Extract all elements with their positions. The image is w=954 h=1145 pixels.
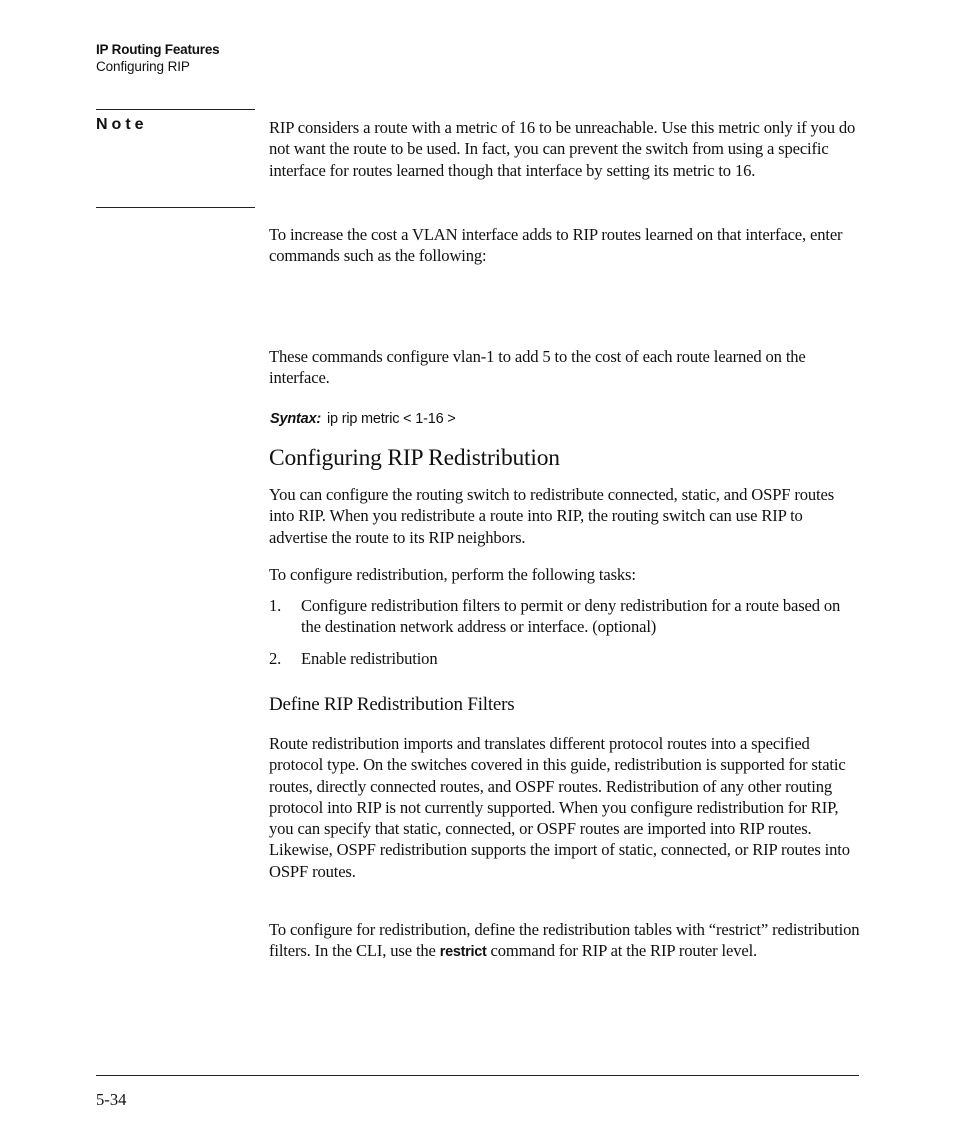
- list-item-number: 2.: [269, 649, 282, 668]
- list-item: [269, 648, 861, 669]
- filters-paragraph-2: [269, 919, 861, 964]
- paragraph-increase-cost-block: [269, 224, 861, 267]
- tasks-intro-paragraph: To configure redistribution, perform the following tasks:: [269, 565, 636, 584]
- filters-paragraph-2-after: command for RIP at the RIP router level.: [486, 941, 758, 961]
- note-text-block: [269, 117, 861, 181]
- paragraph-commands-effect-block: [269, 346, 861, 389]
- note-text: RIP considers a route with a metric of 16 to be unreachable. Use this metric only if you do not want the route to be used. In fact, you can prevent the switch from using a specific interface for routes learned though that interface by setting its metric to 16.: [269, 118, 856, 180]
- running-header: [96, 41, 219, 75]
- paragraph-commands-effect: These commands configure vlan-1 to add 5 to the cost of each route learned on the interface.: [269, 347, 806, 388]
- tasks-intro-block: [269, 564, 861, 585]
- note-top-rule: [96, 109, 255, 110]
- subsection-heading-filters: Define RIP Redistribution Filters: [269, 694, 515, 715]
- filters-paragraph-2-block: [269, 919, 861, 964]
- header-subsection-title: Configuring RIP: [96, 59, 190, 74]
- section-intro-block: [269, 484, 861, 548]
- note-label: Note: [96, 116, 148, 133]
- restrict-command-keyword: restrict: [439, 944, 487, 961]
- list-item: [269, 595, 861, 638]
- syntax-label: Syntax:: [270, 411, 321, 427]
- list-item-text: Enable redistribution: [301, 649, 438, 668]
- page-number: 5-34: [96, 1090, 127, 1109]
- paragraph-increase-cost: To increase the cost a VLAN interface adds to RIP routes learned on that interface, enter commands such as the following:: [269, 225, 843, 266]
- section-heading-rip-redistribution: Configuring RIP Redistribution: [269, 445, 560, 471]
- syntax-line: [270, 411, 456, 427]
- filters-paragraph-1: Route redistribution imports and translates different protocol routes into a specified protocol type. On the switches covered in this guide, redistribution is supported for static routes, directly connected routes, and OSPF routes. Redistribution of any other routing protocol into RIP is not currently supported. When you configure redistribution for RIP, you can specify that static, connected, or OSPF routes are imported into RIP routes. Likewise, OSPF redistribution supports the import of static, connected, or RIP routes into OSPF routes.: [269, 734, 850, 881]
- filters-paragraph-1-block: [269, 733, 861, 882]
- list-item-number: 1.: [269, 596, 282, 615]
- section-intro-paragraph: You can configure the routing switch to redistribute connected, static, and OSPF routes into RIP. When you redistribute a route into RIP, the routing switch can use RIP to advertise the route to its RIP neighbors.: [269, 485, 835, 547]
- filters-paragraph-2-before: To configure for redistribution, define the redistribution tables with “restrict” redistribution filters. In the CLI, use the: [269, 920, 860, 961]
- list-item-text: Configure redistribution filters to permit or deny redistribution for a route based on the destination network address or interface. (optional): [301, 596, 841, 637]
- footer-rule: [96, 1075, 859, 1076]
- syntax-command: ip rip metric < 1-16 >: [326, 411, 456, 427]
- note-bottom-rule: [96, 207, 255, 208]
- header-section-title: IP Routing Features: [96, 42, 220, 57]
